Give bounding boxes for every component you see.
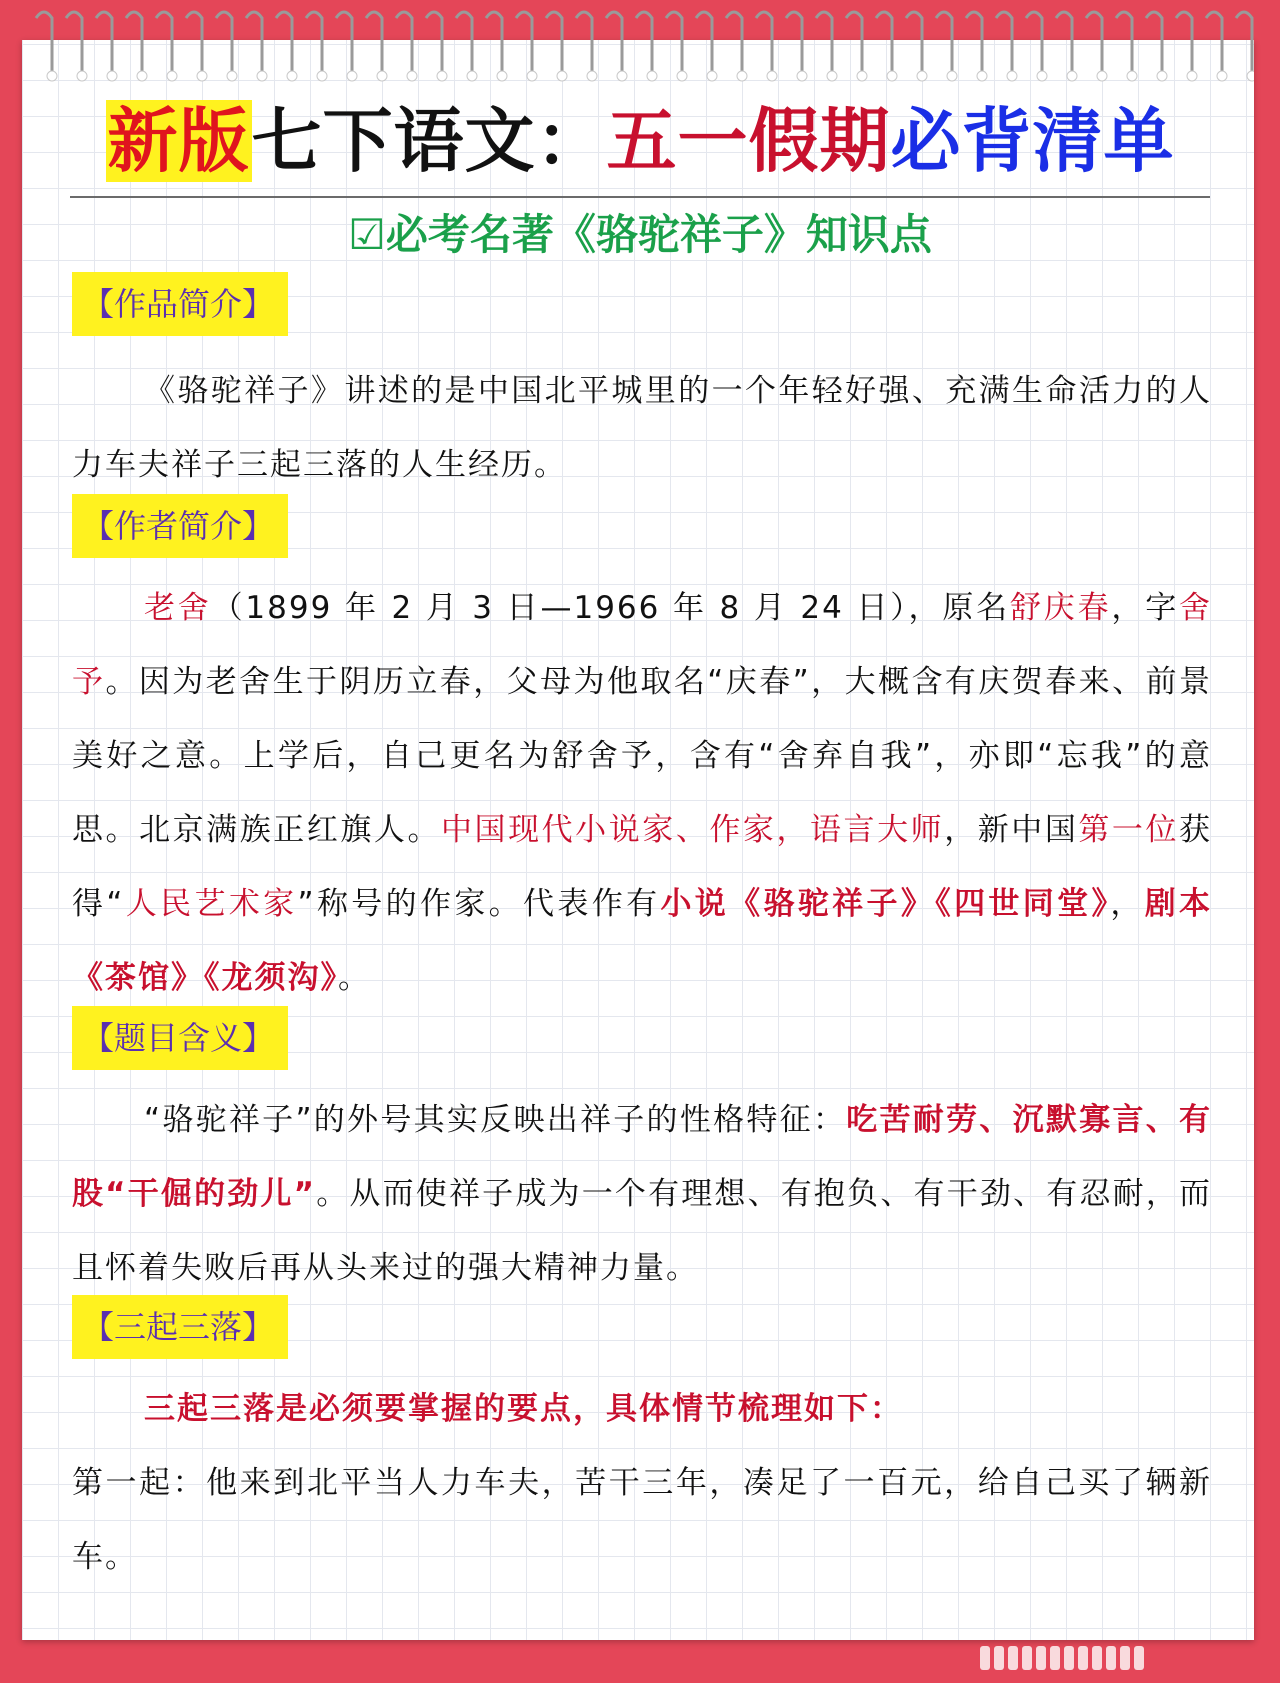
watermark (980, 1640, 1250, 1676)
author-name: 老舍 (144, 590, 212, 626)
first-one: 第一位 (1078, 812, 1180, 848)
section-heading-ups-downs: 【三起三落】 (72, 1295, 288, 1359)
subtitle: ☑必考名著《骆驼祥子》知识点 (348, 210, 932, 259)
ups-downs-lead: 三起三落是必须要掌握的要点，具体情节梳理如下： (144, 1391, 903, 1427)
courtesy-name: 舍予 (72, 590, 1213, 700)
title-part-new-edition: 新版 (107, 100, 250, 182)
meaning-paragraph: “骆驼祥子”的外号其实反映出祥子的性格特征：吃苦耐劳、沉默寡言、有股“干倔的劲儿”。从而使祥子成为一个有理想、有抱负、有干劲、有忍耐，而且怀着失败后再从头来过的强大精神力量。 (72, 1102, 1213, 1286)
first-up-paragraph: 第一起：他来到北平当人力车夫，苦干三年，凑足了一百元，给自己买了辆新车。 (72, 1465, 1212, 1575)
section-heading-intro: 【作品简介】 (72, 272, 288, 336)
page-title (0, 96, 1280, 186)
title-part-checklist: 必背清单 (890, 100, 1175, 182)
section-heading-meaning: 【题目含义】 (72, 1006, 288, 1070)
author-titles: 中国现代小说家、作家，语言大师 (441, 812, 945, 848)
peoples-artist: 人民艺术家 (124, 886, 298, 922)
intro-paragraph: 《骆驼祥子》讲述的是中国北平城里的一个年轻好强、充满生命活力的人力车夫祥子三起三落的人生经历。 (72, 373, 1212, 483)
title-part-grade: 七下语文： (251, 100, 607, 182)
plays: 剧本《茶馆》《龙须沟》 (72, 886, 1213, 996)
section-heading-author: 【作者简介】 (72, 494, 288, 558)
novels: 小说《骆驼祥子》《四世同堂》 (660, 886, 1111, 922)
author-paragraph: 老舍（1899 年 2 月 3 日—1966 年 8 月 24 日），原名舒庆春，字舍予。因为老舍生于阴历立春，父母为他取名“庆春”，大概含有庆贺春来、前景美好之意。上学后，自己更名为舒舍予，含有“舍弃自我”，亦即“忘我”的意思。北京满族正红旗人。中国现代小说家、作家，语言大师，新中国第一位获得“人民艺术家”称号的作家。代表作有小说《骆驼祥子》《四世同堂》，剧本《茶馆》《龙须沟》。 (72, 590, 1213, 996)
title-divider (70, 196, 1210, 198)
character-traits: 吃苦耐劳、沉默寡言、有股“干倔的劲儿” (72, 1102, 1213, 1212)
original-name: 舒庆春 (1009, 590, 1112, 626)
title-part-holiday: 五一假期 (606, 100, 891, 182)
spiral-binding-icon (22, 6, 1254, 86)
